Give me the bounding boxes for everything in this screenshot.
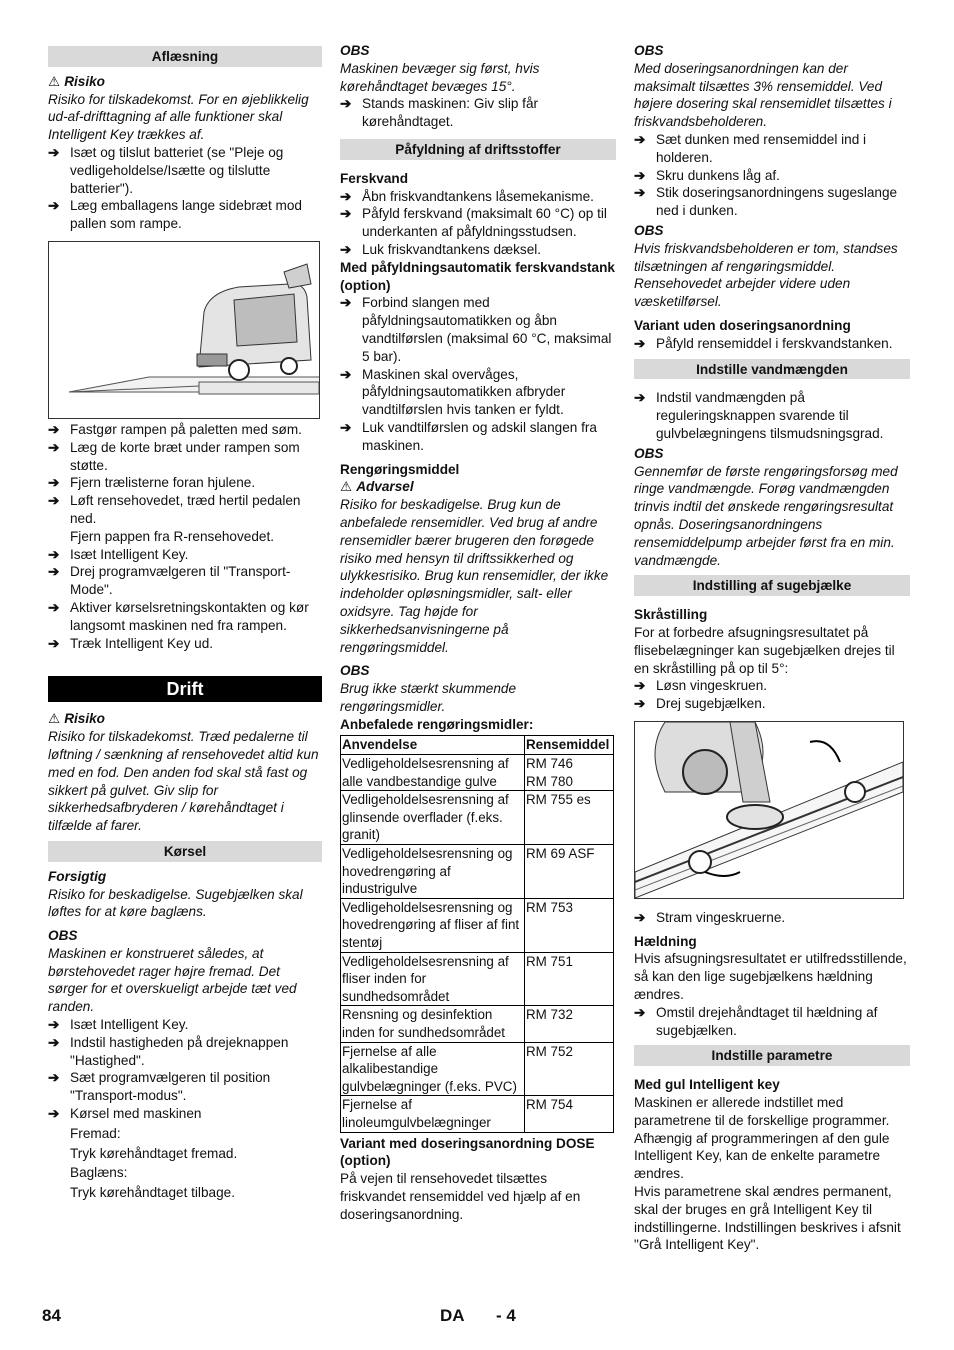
step-item: ➔ Isæt Intelligent Key. <box>48 1017 189 1033</box>
arrow-icon: ➔ <box>48 493 60 509</box>
dose-text: På vejen til rensehovedet tilsættes friskvandet rensemiddel ved hjælp af en doseringsanordning. <box>340 1171 581 1222</box>
arrow-icon: ➔ <box>48 635 60 651</box>
arrow-icon: ➔ <box>340 366 352 382</box>
arrow-icon: ➔ <box>634 167 646 183</box>
table-cell-use: Fjernelse af linoleumgulvbelægninger <box>341 1096 525 1132</box>
step-list <box>48 421 322 652</box>
step-item: ➔ Træk Intelligent Key ud. <box>48 635 214 651</box>
step-item: ➔ Læg de korte bræt under rampen som støtte. <box>48 439 300 473</box>
step-note: Tryk kørehåndtaget tilbage. <box>70 1185 235 1201</box>
table-row <box>341 791 614 845</box>
language-code: DA <box>440 1306 465 1325</box>
obs-label: OBS <box>634 445 664 461</box>
step-item: ➔ Læg emballagens lange sidebræt mod pallen som rampe. <box>48 198 302 232</box>
warning-text: Risiko for beskadigelse. Brug kun de anbefalede rensemidler. Ved brug af andre rensemidler bærer brugeren den forøgede risiko med hensyn til driftssikkerhed og ulykkesrisiko. Brug kun rensemidler, der ikke indeholder opløsningsmidler, salt- eller oxidsyre. Tag højde for sikkerhedsanvisningerne på rengøringsmiddel. <box>340 497 609 655</box>
obs-text: Maskinen bevæger sig først, hvis kørehåndtaget bevæges 15°. <box>340 60 540 94</box>
arrow-icon: ➔ <box>634 185 646 201</box>
warning-triangle-icon: ⚠ <box>48 73 61 89</box>
arrow-icon: ➔ <box>48 1106 60 1122</box>
step-item: ➔ Fastgør rampen på paletten med søm. <box>48 421 302 437</box>
arrow-icon: ➔ <box>340 419 352 435</box>
subheading-auto: Med påfyldningsautomatik ferskvandstank (option) <box>340 259 615 293</box>
section-heading-aflaesning: Aflæsning <box>48 46 322 67</box>
step-note: Tryk kørehåndtaget fremad. <box>70 1145 238 1161</box>
obs-text: Maskinen er konstrueret således, at børstehovedet rager højre fremad. Det sørger for et overskueligt arbejde tæt ved randen. <box>48 945 297 1015</box>
section-heading-parametre: Indstille parametre <box>634 1045 910 1066</box>
figure-squeegee-tilt <box>634 721 904 899</box>
obs-label: OBS <box>340 663 370 679</box>
cleaning-agents-table <box>340 735 614 1132</box>
arrow-icon: ➔ <box>48 439 60 455</box>
arrow-icon: ➔ <box>48 1017 60 1033</box>
arrow-icon: ➔ <box>48 421 60 437</box>
risk-text: Risiko for tilskadekomst. Træd pedalerne til løftning / sænkning af rensehovedet altid kun med en fod. Den anden fod skal stå fast og sikkert på gulvet. Giv slip for sikkerhedsafbryderen / kørehåndtaget i tilfælde af farer. <box>48 729 319 834</box>
step-item: ➔ Påfyld ferskvand (maksimalt 60 °C) op til underkanten af påfyldningsstudsen. <box>340 206 607 240</box>
table-header-row <box>341 736 614 755</box>
obs-label: OBS <box>634 222 664 238</box>
step-list <box>48 144 322 233</box>
table-row <box>341 845 614 899</box>
caution-label: Forsigtig <box>48 868 107 884</box>
step-note: Baglæns: <box>70 1165 128 1181</box>
table-row <box>341 755 614 791</box>
table-row <box>341 952 614 1006</box>
recommended-label: Anbefalede rengøringsmidler: <box>340 716 534 732</box>
obs-label: OBS <box>48 928 78 944</box>
arrow-icon: ➔ <box>634 390 646 406</box>
table-cell-use: Vedligeholdelsesrensning af glinsende overflader (f.eks. granit) <box>341 791 525 845</box>
step-item: ➔ Luk friskvandtankens dæksel. <box>340 241 542 257</box>
table-cell-agent: RM 69 ASF <box>525 845 614 899</box>
step-item: ➔ Isæt Intelligent Key. <box>48 546 189 562</box>
step-list <box>48 1016 322 1202</box>
step-item: ➔ Forbind slangen med påfyldningsautomatikken og åbn vandtilførslen (maksimal 60 °C, maksimal 5 bar). <box>340 295 612 364</box>
column-left <box>48 40 322 1202</box>
table-row <box>341 898 614 952</box>
table-cell-agent: RM 755 es <box>525 791 614 845</box>
step-item: ➔ Fjern trælisterne foran hjulene. <box>48 475 256 491</box>
arrow-icon: ➔ <box>48 599 60 615</box>
column-middle <box>340 40 616 1224</box>
subheading-gul-key: Med gul Intelligent key <box>634 1077 780 1093</box>
arrow-icon: ➔ <box>340 206 352 222</box>
table-cell-agent: RM 746 RM 780 <box>525 755 614 791</box>
arrow-icon: ➔ <box>340 96 352 112</box>
arrow-icon: ➔ <box>48 198 60 214</box>
obs-label: OBS <box>340 43 370 58</box>
step-item: ➔ Åbn friskvandtankens låsemekanisme. <box>340 188 594 204</box>
warning-triangle-icon: ⚠ <box>48 711 61 727</box>
parametre-text-2: Hvis parametrene skal ændres permanent, skal der bruges en grå Intelligent Key til indstillingerne. Indstillingen beskrives i afsnit "Grå Intelligent Key". <box>634 1184 901 1253</box>
arrow-icon: ➔ <box>634 909 646 925</box>
column-right <box>634 40 910 1254</box>
obs-text: Med doseringsanordningen kan der maksimalt tilsættes 3% rensemiddel. Ved højere dosering skal rensemidlet tilsættes i friskvandsbeholderen. <box>634 60 892 130</box>
haeldning-text: Hvis afsugningsresultatet er utilfredsstillende, så kan den lige sugebjælkens hældning ændres. <box>634 951 907 1003</box>
subheading-rengoring: Rengøringsmiddel <box>340 461 460 477</box>
caution-text: Risiko for beskadigelse. Sugebjælken skal løftes for at køre baglæns. <box>48 886 303 920</box>
table-cell-use: Vedligeholdelsesrensning af alle vandbestandige gulve <box>341 755 525 791</box>
risk-label: ⚠ Risiko <box>48 73 105 89</box>
table-cell-use: Fjernelse af alle alkalibestandige gulvbelægninger (f.eks. PVC) <box>341 1042 525 1096</box>
step-note: Fjern pappen fra R-rensehovedet. <box>70 528 275 544</box>
step-item: ➔ Påfyld rensemiddel i ferskvandstanken. <box>634 335 893 351</box>
arrow-icon: ➔ <box>48 564 60 580</box>
step-item: ➔ Aktiver kørselsretningskontakten og kør langsomt maskinen ned fra rampen. <box>48 599 309 633</box>
obs-text: Brug ikke stærkt skummende rengøringsmidler. <box>340 681 517 714</box>
table-row <box>341 1096 614 1132</box>
step-item: ➔ Omstil drejehåndtaget til hældning af sugebjælken. <box>634 1004 878 1038</box>
table-cell-use: Rensning og desinfektion inden for sundhedsområdet <box>341 1006 525 1042</box>
risk-label: ⚠ Risiko <box>48 711 105 727</box>
arrow-icon: ➔ <box>634 131 646 147</box>
arrow-icon: ➔ <box>340 295 352 311</box>
machine-ramp-illustration <box>49 242 319 418</box>
subheading-haeldning: Hældning <box>634 933 697 949</box>
arrow-icon: ➔ <box>48 1070 60 1086</box>
subheading-skraastilling: Skråstilling <box>634 607 708 623</box>
section-heading-korsel: Kørsel <box>48 841 322 862</box>
section-heading-vandmaengde: Indstille vandmængden <box>634 359 910 380</box>
parametre-text-1: Maskinen er allerede indstillet med parametrene til de forskellige programmer. Afhængig af programmeringen af den gule Intelligent Key, kan de enkelte parametre ændres. <box>634 1095 890 1182</box>
step-item: ➔ Skru dunkens låg af. <box>634 167 780 183</box>
step-item: ➔ Sæt dunken med rensemiddel ind i holderen. <box>634 131 867 165</box>
arrow-icon: ➔ <box>340 188 352 204</box>
arrow-icon: ➔ <box>634 335 646 351</box>
obs-label: OBS <box>634 43 664 58</box>
arrow-icon: ➔ <box>634 1004 646 1020</box>
step-note: Fremad: <box>70 1125 121 1141</box>
step-item: ➔ Kørsel med maskinen <box>48 1106 202 1122</box>
skraastilling-text: For at forbedre afsugningsresultatet på flisebelægninger kan sugebjælken drejes til en skråstilling på op til 5°: <box>634 624 895 676</box>
step-item: ➔ Løft rensehovedet, træd hertil pedalen ned. <box>48 493 301 526</box>
warning-label: ⚠ Advarsel <box>340 479 414 495</box>
step-item: ➔ Maskinen skal overvåges, påfyldningsautomatikken afbryder vandtilførslen hvis tanken er fyldt. <box>340 366 566 418</box>
risk-text: Risiko for tilskadekomst. For en øjeblikkelig ud-af-drifttagning af alle funktioner skal Intelligent Key trækkes af. <box>48 91 309 143</box>
obs-text: Hvis friskvandsbeholderen er tom, standses tilsætningen af rengøringsmiddel. Rensehovedet arbejder videre uden væsketilførsel. <box>634 240 898 310</box>
step-item: ➔ Stram vingeskruerne. <box>634 909 786 925</box>
step-item: ➔ Stands maskinen: Giv slip får kørehåndtaget. <box>340 96 539 130</box>
arrow-icon: ➔ <box>48 1034 60 1050</box>
warning-triangle-icon: ⚠ <box>340 479 353 495</box>
arrow-icon: ➔ <box>340 241 352 257</box>
table-cell-use: Vedligeholdelsesrensning og hovedrengøring af fliser af fint stentøj <box>341 898 525 952</box>
table-cell-agent: RM 754 <box>525 1096 614 1132</box>
subheading-dose: Variant med doseringsanordning DOSE (option) <box>340 1135 595 1169</box>
arrow-icon: ➔ <box>48 546 60 562</box>
section-heading-sugebjaelke: Indstilling af sugebjælke <box>634 575 910 596</box>
step-item: ➔ Løsn vingeskruen. <box>634 678 768 694</box>
table-header-cell: Anvendelse <box>341 736 525 755</box>
page-number: 84 <box>42 1306 61 1325</box>
step-item: ➔ Indstil hastigheden på drejeknappen "Hastighed". <box>48 1034 289 1068</box>
table-cell-agent: RM 751 <box>525 952 614 1006</box>
step-item: ➔ Drej programvælgeren til "Transport-Mode". <box>48 564 291 598</box>
table-cell-agent: RM 752 <box>525 1042 614 1096</box>
step-item: ➔ Drej sugebjælken. <box>634 696 766 712</box>
arrow-icon: ➔ <box>634 678 646 694</box>
figure-machine-on-ramp <box>48 241 320 419</box>
section-heading-driftsstoffer: Påfyldning af driftsstoffer <box>340 139 616 160</box>
step-item: ➔ Stik doseringsanordningens sugeslange ned i dunken. <box>634 185 898 219</box>
table-cell-use: Vedligeholdelsesrensning og hovedrengøring af industrigulve <box>341 845 525 899</box>
arrow-icon: ➔ <box>48 144 60 160</box>
table-row <box>341 1042 614 1096</box>
obs-text: Gennemfør de første rengøringsforsøg med ringe vandmængde. Forøg vandmængden trinvis indtil det ønskede rengøringsresultat opnås. Doseringsanordningens rensemiddelpump arbejder først fra en min. vandmængde. <box>634 463 898 568</box>
step-item: ➔ Isæt og tilslut batteriet (se "Pleje og vedligeholdelse/Isætte og tilslutte batterier"). <box>48 144 284 196</box>
subheading-ferskvand: Ferskvand <box>340 170 409 186</box>
arrow-icon: ➔ <box>634 696 646 712</box>
table-cell-use: Vedligeholdelsesrensning af fliser inden for sundhedsområdet <box>341 952 525 1006</box>
step-item: ➔ Sæt programvælgeren til position "Transport-modus". <box>48 1070 271 1104</box>
arrow-icon: ➔ <box>48 475 60 491</box>
squeegee-illustration <box>635 722 903 898</box>
table-cell-agent: RM 732 <box>525 1006 614 1042</box>
page-subnumber: - 4 <box>496 1306 516 1325</box>
table-header-cell: Rensemiddel <box>525 736 614 755</box>
table-row <box>341 1006 614 1042</box>
subheading-variant: Variant uden doseringsanordning <box>634 317 851 333</box>
step-item: ➔ Indstil vandmængden på reguleringsknappen svarende til gulvbelægningens tilsmudsningsgrad. <box>634 390 884 441</box>
chapter-heading-drift: Drift <box>48 676 322 702</box>
step-item: ➔ Luk vandtilførslen og adskil slangen fra maskinen. <box>340 419 597 453</box>
table-cell-agent: RM 753 <box>525 898 614 952</box>
